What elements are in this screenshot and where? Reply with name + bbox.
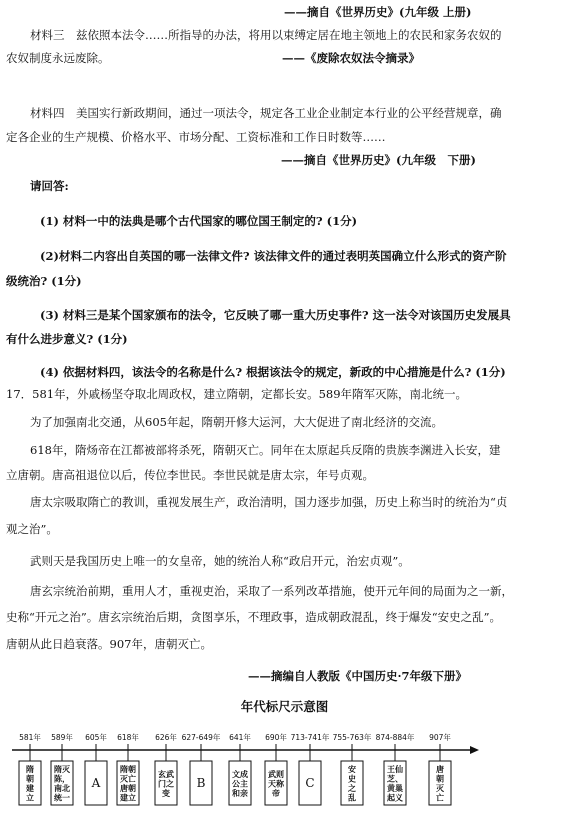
q17-line-8: 唐玄宗统治前期，重用人才，重视吏治，采取了一系列改革措施，使开元年间的局面为之一新，: [30, 584, 513, 598]
source-citation-1: ——摘自《世界历史》(九年级 上册): [284, 5, 472, 19]
timeline-event: [155, 732, 177, 805]
timeline-event-label: 起义: [387, 792, 403, 803]
source-citation-4: ——摘编自人教版《中国历史·7年级下册》: [248, 669, 468, 683]
timeline-event: [117, 732, 139, 805]
q17-line-5: 唐太宗吸取隋亡的教训，重视发展生产，政治清明，国力逐步加强，历史上称当时的统治为“贞: [30, 495, 508, 509]
timeline-event: [429, 732, 451, 805]
timeline-event-label: 史: [348, 773, 356, 784]
q17-line-1: 17．581年，外戚杨坚夺取北周政权，建立隋朝，定都长安。589年隋军灭陈，南北统一。: [6, 387, 468, 401]
q17-line-6: 观之治”。: [6, 522, 58, 536]
timeline-event-label: 陈，: [54, 773, 70, 784]
timeline-arrow-icon: [470, 746, 479, 754]
timeline-diagram: [0, 715, 569, 825]
q17-line-9: 史称“开元之治”。唐玄宗统治后期，贪图享乐，不理政事，造成朝政混乱，终于爆发“安史之乱”。: [6, 610, 502, 624]
q17-line-3: 618年，隋炀帝在江都被部将杀死，隋朝灭亡。同年在太原起兵反隋的贵族李渊进入长安，建: [30, 443, 501, 457]
timeline-event: [291, 732, 330, 805]
material-3-line-1: 材料三 兹依照本法令……所指导的办法，将用以束缚定居在地主领地上的农民和家务农奴的: [30, 28, 502, 42]
timeline-event-label: 唐: [436, 764, 444, 774]
timeline-year-label: 755-763年: [332, 733, 372, 742]
timeline-event: [85, 732, 107, 805]
timeline-event-label: 公主: [232, 778, 248, 789]
timeline-year-label: 605年: [85, 733, 107, 742]
timeline-event-label: 帝: [272, 787, 280, 798]
q17-line-7: 武则天是我国历史上唯一的女皇帝，她的统治人称“政启开元，治宏贞观”。: [30, 554, 410, 568]
timeline-event-label: 隋: [26, 764, 34, 774]
timeline-event-label: 隋灭: [54, 764, 70, 774]
timeline-year-label: 581年: [19, 733, 41, 742]
question-1: (1) 材料一中的法典是哪个古代国家的哪位国王制定的? (1分): [40, 214, 358, 228]
question-2-line-2: 级统治? (1分): [6, 274, 82, 288]
questions-heading: 请回答:: [30, 179, 69, 193]
timeline-event-label: 玄武: [158, 768, 174, 779]
timeline-event-label: 隋朝: [120, 764, 136, 774]
timeline-year-label: 589年: [51, 733, 73, 742]
timeline-event: [265, 732, 287, 805]
timeline-year-label: 690年: [265, 733, 287, 742]
timeline-event: [229, 732, 251, 805]
question-4: (4) 依据材料四，该法令的名称是什么? 根据该法令的规定，新政的中心措施是什么? (1分): [40, 365, 506, 379]
question-3-line-1: (3) 材料三是某个国家颁布的法令，它反映了哪一重大历史事件? 这一法令对该国历史发展具: [40, 308, 511, 322]
timeline-year-label: 713-741年: [290, 733, 330, 742]
timeline-year-label: 907年: [429, 733, 451, 742]
question-2-line-1: (2)材料二内容出自英国的哪一法律文件? 该法律文件的通过表明英国确立什么形式的资产阶: [40, 249, 507, 263]
source-citation-3: ——摘自《世界历史》(九年级 下册): [281, 153, 476, 167]
timeline-event-label: 南北: [54, 783, 70, 793]
timeline-year-label: 626年: [155, 733, 177, 742]
timeline-event-label: 朝: [26, 773, 34, 784]
timeline-event-label: 和亲: [232, 787, 248, 798]
question-3-line-2: 有什么进步意义? (1分): [6, 332, 128, 346]
timeline-year-label: 618年: [117, 733, 139, 742]
timeline-event-label: 安: [348, 764, 356, 774]
material-4-line-2: 定各企业的生产规模、价格水平、市场分配、工资标准和工作日时数等……: [6, 130, 386, 144]
timeline-title: 年代标尺示意图: [240, 699, 329, 714]
timeline-event-label: 统一: [54, 792, 70, 803]
timeline-event-label: 黄巢: [387, 783, 403, 793]
timeline-event-label: 乱: [348, 792, 356, 803]
timeline-event-label: 之: [348, 783, 356, 793]
timeline-year-label: 627-649年: [181, 733, 221, 742]
timeline-event-label: 文成: [232, 768, 248, 779]
timeline-event: [376, 732, 415, 805]
timeline-year-label: 874-884年: [375, 733, 415, 742]
timeline-event-label: 芝、: [387, 773, 403, 784]
timeline-event-label: 建: [26, 783, 34, 793]
timeline-event: [51, 732, 73, 805]
material-4-line-1: 材料四 美国实行新政期间，通过一项法令，规定各工业企业制定本行业的公平经营规章，确: [30, 106, 502, 120]
timeline-event-label: 王仙: [387, 764, 403, 774]
timeline-events: [19, 732, 451, 805]
source-citation-2: ——《废除农奴法令摘录》: [282, 51, 420, 65]
timeline-event-label: 变: [162, 787, 170, 798]
timeline-event-label: 门之: [158, 778, 174, 789]
q17-line-4: 立唐朝。唐高祖退位以后，传位李世民。李世民就是唐太宗，年号贞观。: [6, 468, 374, 482]
timeline-event-label: A: [91, 776, 101, 790]
timeline-event-label: C: [305, 776, 315, 790]
timeline-event-label: 灭: [436, 783, 444, 793]
q17-line-10: 唐朝从此日趋衰落。907年，唐朝灭亡。: [6, 637, 212, 651]
timeline-event-label: 建立: [120, 792, 136, 803]
timeline-event-label: 朝: [436, 773, 444, 784]
timeline-event: [19, 732, 41, 805]
timeline-event-label: 立: [26, 792, 34, 803]
timeline-year-label: 641年: [229, 733, 251, 742]
timeline-event-label: 灭亡: [120, 773, 136, 784]
q17-line-2: 为了加强南北交通，从605年起，隋朝开修大运河，大大促进了南北经济的交流。: [30, 415, 443, 429]
timeline-event-label: 亡: [436, 792, 444, 803]
timeline-event-label: 唐朝: [120, 783, 136, 793]
timeline-event: [182, 732, 221, 805]
timeline-event-label: B: [196, 776, 206, 790]
material-3-line-2: 农奴制度永远废除。: [6, 51, 110, 65]
timeline-event-label: 武则: [268, 768, 284, 779]
timeline-event-label: 天称: [268, 778, 284, 789]
timeline-event: [333, 732, 372, 805]
